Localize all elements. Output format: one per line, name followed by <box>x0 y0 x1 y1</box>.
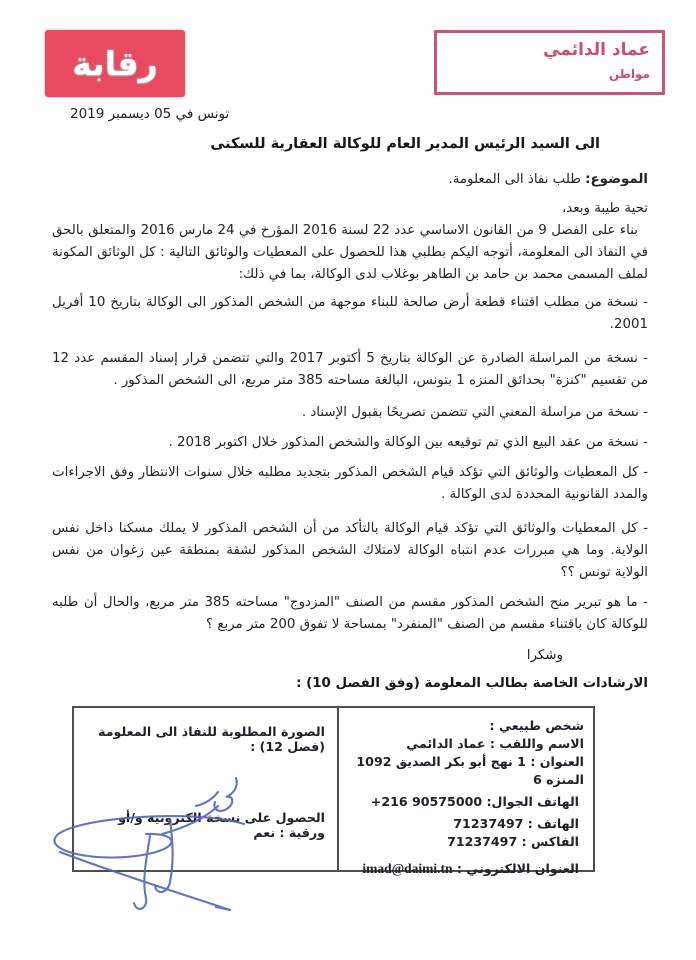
greeting-line: تحية طيبة وبعد، <box>561 201 648 216</box>
person-fax <box>345 833 584 851</box>
request-item: - نسخة من المراسلة الصادرة عن الوكالة بتاريخ 5 أكتوبر 2017 والتي تتضمن قرار إسناد المقسم عدد 12 من تقسيم "كنزة" بحدائق المنزه 1 بتونس، البالغة مساحته 385 متر مربع، الى الشخص المذكور . <box>52 351 649 388</box>
request-item: - كل المعطيات والوثائق التي تؤكد قيام الشخص المذكور بتجديد مطلبه خلال سنوات الانتظار وفق الاجراءات والمدد القانونية المحددة لدى الوكالة . <box>52 465 648 502</box>
copy-type-line: الحصول على نسخة الكترونية و/أو ورقية : نعم <box>118 810 325 840</box>
applicant-details-cell <box>337 708 593 876</box>
person-address: العنوان : 1 نهج أبو بكر الصديق 1092 المنزه 6 <box>356 754 584 787</box>
subject-label: الموضوع: <box>585 172 648 187</box>
request-item: - نسخة من مطلب اقتناء قطعة أرض صالحة للبناء موجهة من الشخص المذكور الى الوكالة بتاريخ 10 أفريل 2001. <box>52 295 648 332</box>
person-type: شخص طبيعي : <box>489 718 584 733</box>
thanks-line: وشكرا <box>526 648 563 663</box>
request-item: - كل المعطيات والوثائق التي تؤكد قيام الوكالة بالتأكد من أن الشخص المذكور لا يملك مسكنا داخل نفس الولاية. وما هي مبررات عدم انتباه الوكالة لامتلاك الشخص المذكور لشقة بمنطقة عين زغوان من نفس الولاية تونس ؟؟ <box>52 521 648 580</box>
oversight-stamp <box>45 30 185 97</box>
oversight-stamp-label: رقابة <box>72 44 158 83</box>
subject-text: طلب نفاذ الى المعلومة. <box>448 172 586 187</box>
citizen-stamp-name: عماد الدائمي <box>543 40 650 60</box>
request-item: - نسخة من مراسلة المعني التي تتضمن تصريحًا بقبول الإسناد . <box>301 405 648 420</box>
fax-label: الفاكس : <box>517 834 579 849</box>
mobile-label: الهاتف الجوال: <box>482 794 579 809</box>
intro-paragraph: بناء على الفصل 9 من القانون الاساسي عدد 22 لسنة 2016 المؤرخ في 24 مارس 2016 والمتعلق بالحق في النفاذ الى المعلومة، أتوجه اليكم بطلبي هذا للحصول على المعطيات والوثائق التالية : كل الوثائق المكونة لملف المسمى محمد بن حامد بن الطاهر بوغلاب لدى الوكالة، بما في ذلك: <box>52 223 648 282</box>
fax-value: 71237497 <box>447 834 518 849</box>
person-mobile <box>345 793 584 811</box>
email-label: العنوان الالكتروني : <box>452 861 579 876</box>
date-line: تونس في 05 ديسمبر 2019 <box>70 106 230 122</box>
guidance-heading: الارشادات الخاصة بطالب المعلومة (وفق الفصل 10) : <box>296 676 648 691</box>
person-phone <box>345 815 584 833</box>
person-name: الاسم واللقب : عماد الدائمي <box>406 736 584 751</box>
citizen-stamp-role: مواطن <box>608 67 650 81</box>
request-item: - ما هو تبرير منح الشخص المذكور مقسم من الصنف "المزدوج" مساحته 385 متر مربع، والحال أن طلبه للوكالة كان باقتناء مقسم من الصنف "المنفرد" بمساحة لا تفوق 200 متر مربع ؟ <box>52 595 648 632</box>
letter-title: الى السيد الرئيس المدير العام للوكالة العقارية للسكنى <box>210 136 600 152</box>
requested-form-line: الصورة المطلوبة للنفاذ الى المعلومة (فصل 12) : <box>98 724 325 754</box>
requested-format-cell <box>74 708 337 870</box>
email-value: imad@daimi.tn <box>362 861 453 876</box>
applicant-info-table <box>72 706 595 876</box>
mobile-value: +216 90575000 <box>370 794 483 809</box>
person-email <box>345 860 584 878</box>
phone-value: 71237497 <box>453 816 524 831</box>
request-item: - نسخة من عقد البيع الذي تم توقيعه بين الوكالة والشخص المذكور خلال اكتوبر 2018 . <box>168 435 648 450</box>
phone-label: الهاتف : <box>523 816 579 831</box>
citizen-stamp <box>434 30 665 95</box>
subject-line <box>52 169 648 191</box>
